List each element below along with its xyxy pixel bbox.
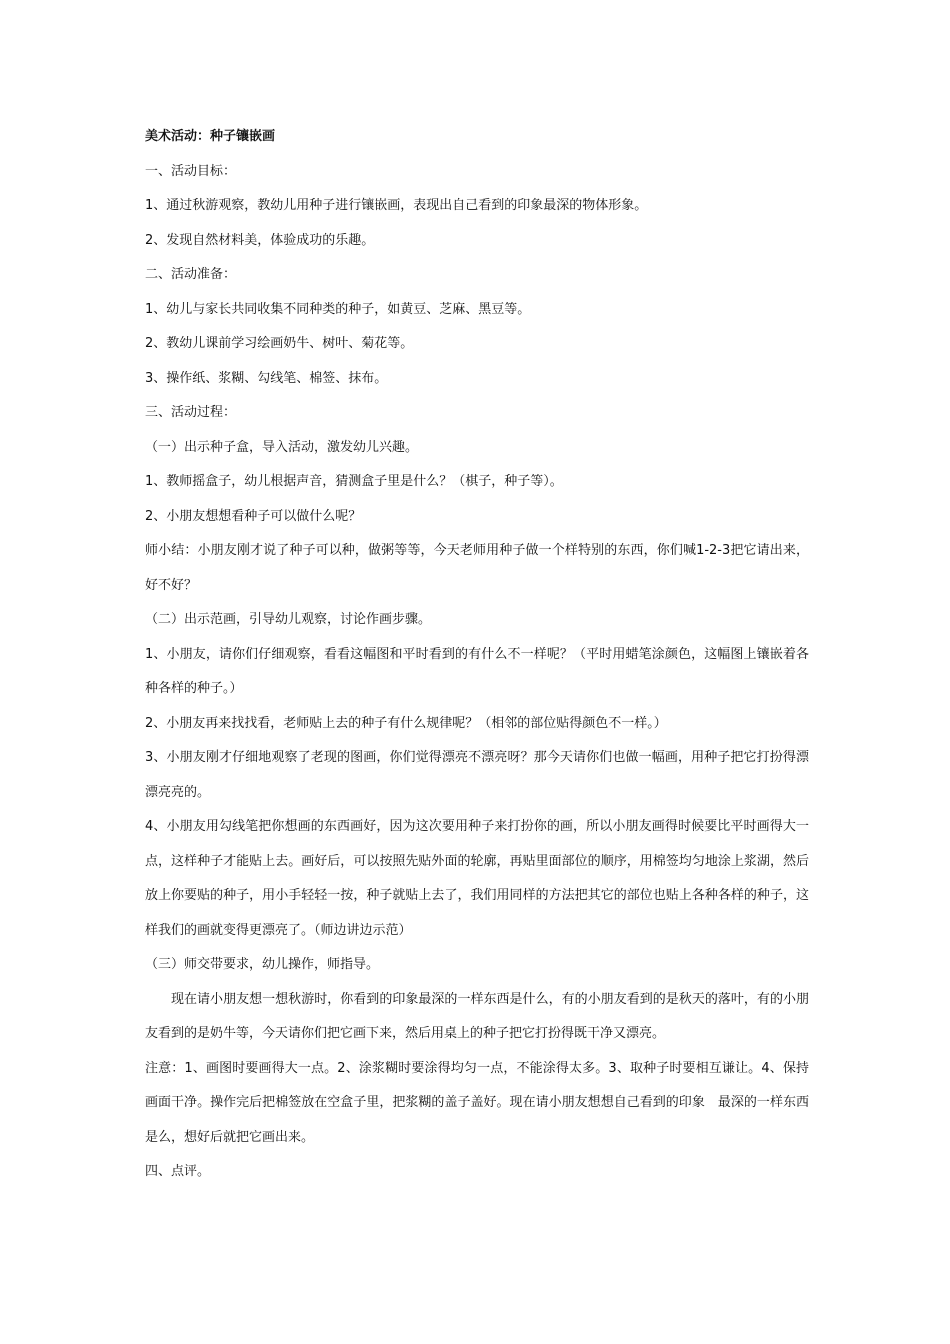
process-step-1-item-2: 2、小朋友想想看种子可以做什么呢？ — [145, 508, 362, 524]
section-heading-review: 四、点评。 — [145, 1164, 211, 1179]
goal-item-2: 2、发现自然材料美，体验成功的乐趣。 — [145, 232, 375, 248]
section-heading-goals: 一、活动目标： — [145, 163, 237, 179]
process-step-2-item-4: 4、小朋友用勾线笔把你想画的东西画好，因为这次要用种子来打扮你的画，所以小朋友画得时候要比平时画得大一点，这样种子才能贴上去。画好后，可以按照先贴外面的轮廓，再贴里面部位的顺序，用棉签均匀地涂上浆湖，然后放上你要贴的种子，用小手轻轻一按，种子就贴上去了，我们用同样的方法把其它的部位也贴上各种各样的种子，这样我们的画就变得更漂亮了。（师边讲边示范） — [145, 819, 809, 938]
teacher-summary-paragraph: 师小结：小朋友刚才说了种子可以种，做粥等等，今天老师用种子做一个样特别的东西，你们喊1-2-3把它请出来，好不好？ — [145, 543, 809, 593]
section-heading-process: 三、活动过程： — [145, 405, 237, 420]
goal-item-1: 1、通过秋游观察，教幼儿用种子进行镶嵌画，表现出自己看到的印象最深的物体形象。 — [145, 198, 648, 213]
process-step-2-item-1: 1、小朋友，请你们仔细观察，看看这幅图和平时看到的有什么不一样呢？（平时用蜡笔涂颜色，这幅图上镶嵌着各种各样的种子。） — [145, 646, 809, 696]
process-step-3-heading: （三）师交带要求，幼儿操作，师指导。 — [145, 957, 380, 972]
process-step-1-item-1: 1、教师摇盒子，幼儿根据声音，猜测盒子里是什么？（棋子，种子等）。 — [145, 474, 563, 489]
process-step-1-heading: （一）出示种子盒，导入活动，激发幼儿兴趣。 — [145, 439, 419, 455]
process-step-2-item-2: 2、小朋友再来找找看，老师贴上去的种子有什么规律呢？（相邻的部位贴得颜色不一样。） — [145, 715, 667, 731]
preparation-item-3: 3、操作纸、浆糊、勾线笔、棉签、抹布。 — [145, 370, 388, 386]
preparation-item-2: 2、教幼儿课前学习绘画奶牛、树叶、菊花等。 — [145, 336, 414, 351]
section-heading-preparation: 二、活动准备： — [145, 267, 237, 282]
process-step-3-paragraph: 现在请小朋友想一想秋游时，你看到的印象最深的一样东西是什么，有的小朋友看到的是秋天的落叶，有的小朋友看到的是奶牛等，今天请你们把它画下来，然后用桌上的种子把它打扮得既干净又漂亮。 — [145, 991, 809, 1041]
notes-paragraph: 注意：1、画图时要画得大一点。2、涂浆糊时要涂得均匀一点，不能涂得太多。3、取种子时要相互谦让。4、保持画面干净。操作完后把棉签放在空盒子里，把浆糊的盖子盖好。现在请小朋友想想自己看到的印象 最深的一样东西是么，想好后就把它画出来。 — [145, 1060, 809, 1145]
process-step-2-heading: （二）出示范画，引导幼儿观察，讨论作画步骤。 — [145, 612, 432, 627]
preparation-item-1: 1、幼儿与家长共同收集不同种类的种子，如黄豆、芝麻、黑豆等。 — [145, 301, 531, 317]
document-title: 美术活动：种子镶嵌画 — [145, 129, 276, 144]
document-body — [145, 126, 809, 1196]
process-step-2-item-3: 3、小朋友刚才仔细地观察了老现的图画，你们觉得漂亮不漂亮呀？那今天请你们也做一幅画，用种子把它打扮得漂漂亮亮的。 — [145, 750, 809, 800]
